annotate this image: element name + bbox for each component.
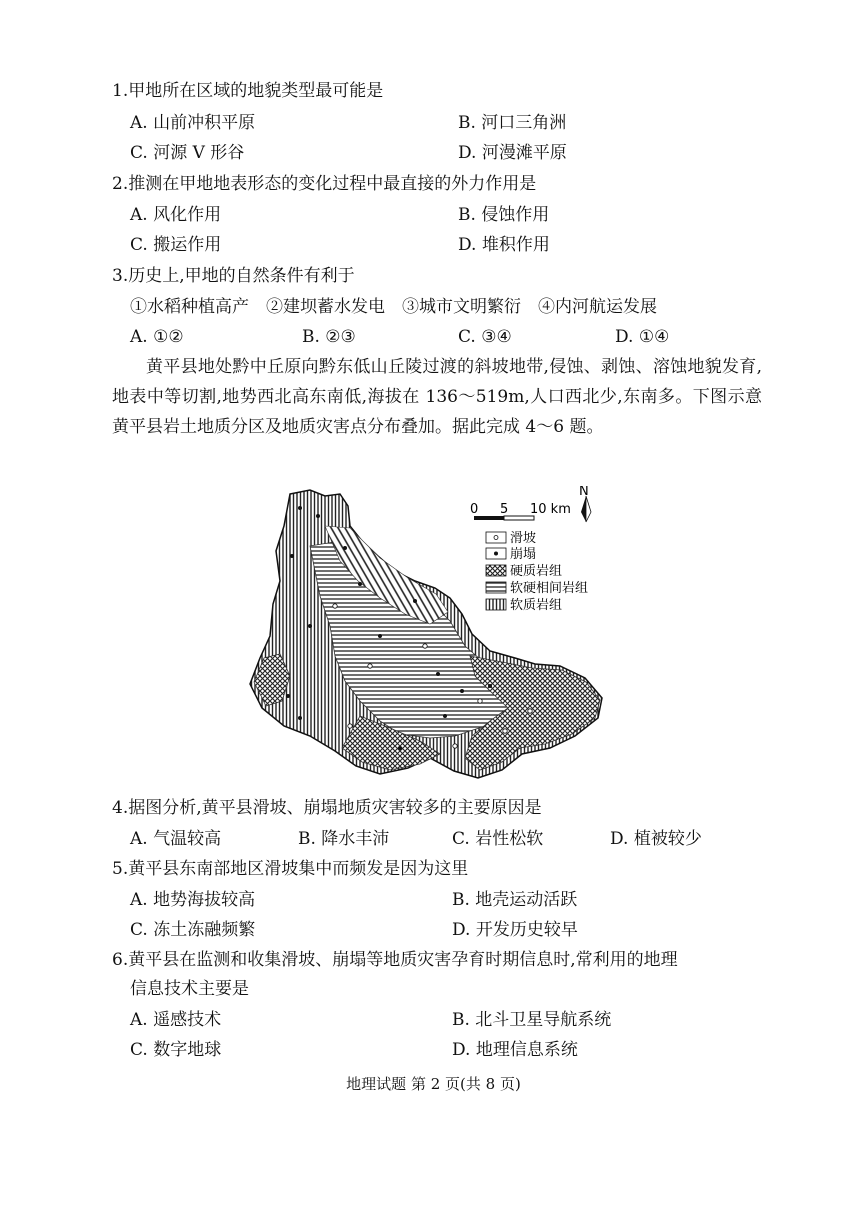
legend-collapse: 崩塌 xyxy=(510,547,537,562)
q6-stem: 6.黄平县在监测和收集滑坡、崩塌等地质灾害孕育时期信息时,常利用的地理 xyxy=(112,950,678,970)
q4-option-b: B. 降水丰沛 xyxy=(298,829,390,849)
q1-option-d: D. 河漫滩平原 xyxy=(458,143,567,163)
legend-mixed-rock: 软硬相间岩组 xyxy=(510,581,589,596)
q6-option-d: D. 地理信息系统 xyxy=(452,1040,578,1060)
legend-soft-rock: 软质岩组 xyxy=(510,598,563,613)
legend-hard-rock: 硬质岩组 xyxy=(510,564,563,579)
north-arrow-icon xyxy=(579,486,591,522)
scale-bar xyxy=(470,502,571,520)
q5-option-d: D. 开发历史较早 xyxy=(452,920,578,940)
q3-option-b: B. ②③ xyxy=(302,327,356,347)
geology-map-figure xyxy=(240,486,620,786)
q4-option-d: D. 植被较少 xyxy=(610,829,702,849)
page-footer: 地理试题 第 2 页(共 8 页) xyxy=(346,1075,521,1093)
map-legend xyxy=(486,530,588,613)
q1-stem: 1.甲地所在区域的地貌类型最可能是 xyxy=(112,81,384,101)
q5-option-b: B. 地壳运动活跃 xyxy=(452,890,578,910)
q6-option-a: A. 遥感技术 xyxy=(130,1010,222,1030)
q3-stem: 3.历史上,甲地的自然条件有利于 xyxy=(112,266,355,286)
q3-items: ①水稻种植高产 ②建坝蓄水发电 ③城市文明繁衍 ④内河航运发展 xyxy=(130,297,657,317)
q1-option-b: B. 河口三角洲 xyxy=(458,113,567,133)
q2-option-b: B. 侵蚀作用 xyxy=(458,205,550,225)
q4-option-c: C. 岩性松软 xyxy=(452,829,544,849)
q3-option-c: C. ③④ xyxy=(458,327,512,347)
q3-option-d: D. ①④ xyxy=(615,327,670,347)
q4-option-a: A. 气温较高 xyxy=(130,829,222,849)
passage-text: 黄平县地处黔中丘原向黔东低山丘陵过渡的斜坡地带,侵蚀、剥蚀、溶蚀地貌发育,地表中等切割,地势西北高东南低,海拔在 136～519m,人口西北少,东南多。下图示意黄平县岩土地质分区及地质灾害点分布叠加。据此完成 4～6 题。 xyxy=(112,357,762,437)
q1-option-a: A. 山前冲积平原 xyxy=(130,113,256,133)
scale-label-0: 0 xyxy=(470,502,479,517)
q2-option-d: D. 堆积作用 xyxy=(458,235,550,255)
scale-label-5: 5 xyxy=(500,502,509,517)
q2-stem: 2.推测在甲地地表形态的变化过程中最直接的外力作用是 xyxy=(112,174,537,194)
q4-stem: 4.据图分析,黄平县滑坡、崩塌地质灾害较多的主要原因是 xyxy=(112,798,542,818)
q6-stem-continued: 信息技术主要是 xyxy=(130,979,249,999)
q2-option-c: C. 搬运作用 xyxy=(130,235,222,255)
q6-option-b: B. 北斗卫星导航系统 xyxy=(452,1010,612,1030)
q2-option-a: A. 风化作用 xyxy=(130,205,222,225)
q3-option-a: A. ①② xyxy=(130,327,184,347)
q6-option-c: C. 数字地球 xyxy=(130,1040,222,1060)
north-label: N xyxy=(579,486,589,499)
q5-option-c: C. 冻土冻融频繁 xyxy=(130,920,256,940)
q5-stem: 5.黄平县东南部地区滑坡集中而频发是因为这里 xyxy=(112,859,469,879)
scale-label-10: 10 km xyxy=(530,502,571,517)
q1-option-c: C. 河源 V 形谷 xyxy=(130,143,245,163)
geology-map xyxy=(240,486,620,786)
q5-option-a: A. 地势海拔较高 xyxy=(130,890,256,910)
legend-landslide: 滑坡 xyxy=(510,531,537,546)
